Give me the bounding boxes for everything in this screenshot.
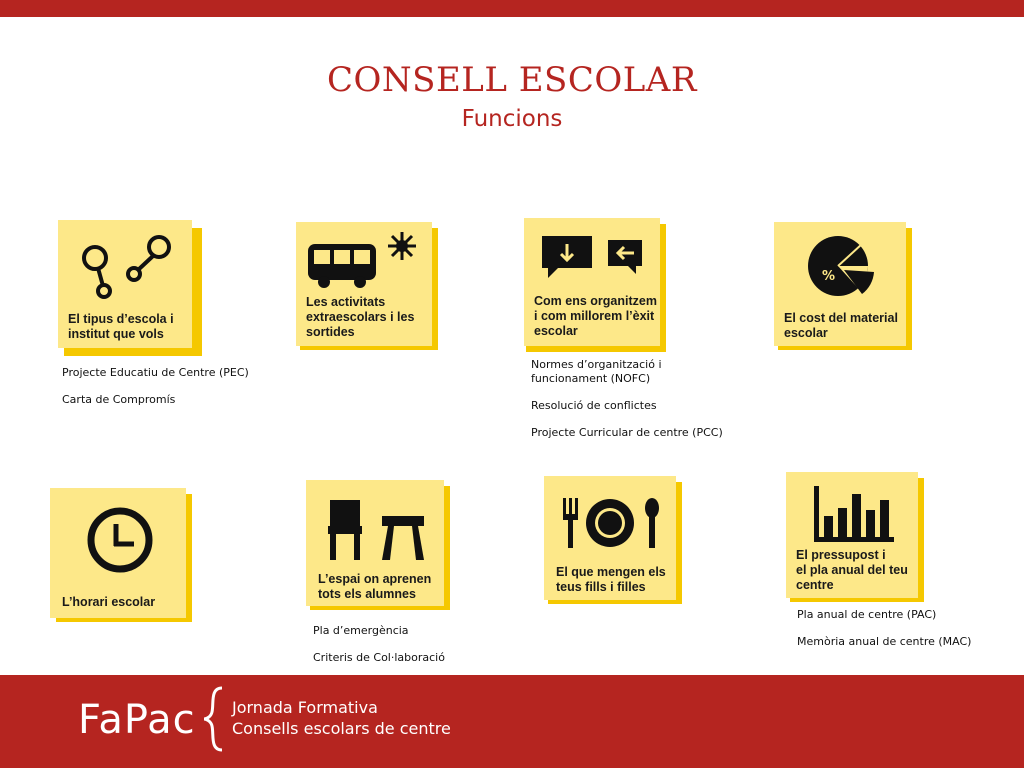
note-item: Resolució de conflictes [531,399,657,412]
bus-icon [304,230,434,290]
card-activities [296,222,438,350]
chat-bubbles-icon [540,230,650,290]
fapac-logo: FaPac [78,697,196,743]
notes-organization [531,358,723,453]
card-label: El tipus d’escola i institut que vols [68,312,174,341]
note-item: Criteris de Col·laboració [313,651,445,664]
card-food [544,476,682,604]
footer-line-2: Consells escolars de centre [232,719,451,738]
card-school-type [58,220,202,356]
svg-text:%: % [822,269,836,284]
card-label: El que mengen els teus fills i filles [556,565,666,594]
card-label: L’espai on aprenen tots els alumnes [318,572,432,601]
card-label: Com ens organitzem i com millorem l’èxit escolar [534,294,657,338]
top-bar [0,0,1024,17]
note-item: Projecte Educatiu de Centre (PEC) [62,366,249,379]
brace-icon [200,686,228,752]
notes-school-type [62,366,249,420]
furniture-icon [324,496,434,562]
card-organization [524,218,666,352]
note-item: Pla d’emergència [313,624,409,637]
note-item: Memòria anual de centre (MAC) [797,635,972,648]
card-schedule [50,488,192,622]
bar-chart-icon [812,484,896,544]
note-item: Pla anual de centre (PAC) [797,608,937,621]
note-item: Projecte Curricular de centre (PCC) [531,426,723,439]
notes-space [313,624,445,678]
pie-chart-icon [804,230,884,300]
card-label: El cost del material escolar [784,311,898,340]
notes-budget [797,608,971,662]
note-item: Normes d’organització i funcionament (NOFC) [531,358,662,385]
clock-icon [84,504,156,576]
card-label: El pressupost i el pla anual del teu centre [796,548,908,592]
note-item: Carta de Compromís [62,393,176,406]
page-subtitle: Funcions [461,106,563,132]
cutlery-plate-icon [560,496,664,552]
page-title: CONSELL ESCOLAR [327,60,697,100]
card-materials [774,222,912,350]
map-pins-icon [78,230,178,310]
card-label: Les activitats extraescolars i les sortides [306,295,415,339]
card-space [306,480,450,610]
footer-line-1: Jornada Formativa [232,698,378,717]
card-label: L’horari escolar [62,595,156,609]
card-budget [786,472,924,602]
